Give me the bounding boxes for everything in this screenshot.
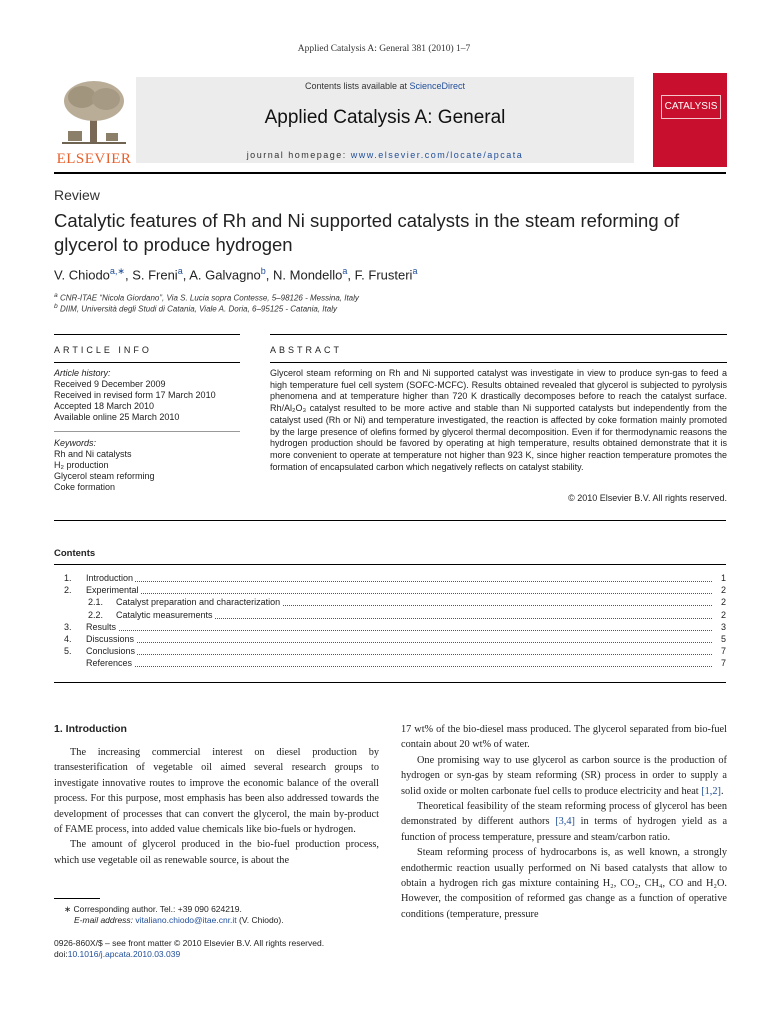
toc-page: 2 (720, 609, 726, 620)
abstract-rule (270, 334, 727, 335)
toc-number: 2. (64, 585, 72, 596)
article-info-heading: ARTICLE INFO (54, 345, 152, 355)
toc-page: 3 (720, 621, 726, 632)
contents-rule (54, 682, 726, 683)
paragraph-text: Theoretical feasibility of the steam reforming process of glycerol has been demonstrated by different authors (401, 801, 727, 828)
affiliation-mark: a (54, 292, 58, 299)
doi-label: doi: (54, 949, 68, 959)
toc-entry[interactable] (54, 610, 726, 622)
toc-label[interactable]: Experimental (86, 585, 139, 596)
toc-leader (86, 642, 712, 643)
history-entry: Available online 25 March 2010 (54, 412, 180, 422)
toc-label[interactable]: Introduction (86, 573, 134, 583)
author-affiliation-mark[interactable]: b (260, 266, 266, 276)
email-link[interactable]: vitaliano.chiodo@itae.cnr.it (135, 915, 237, 925)
toc-leader (86, 654, 712, 655)
abstract-heading: ABSTRACT (270, 345, 343, 355)
toc-page: 2 (720, 585, 726, 596)
author[interactable]: V. Chiodo (54, 267, 110, 283)
publisher-name: ELSEVIER (56, 151, 132, 167)
citation-link[interactable]: [1,2] (701, 785, 721, 797)
toc-entry[interactable] (54, 597, 726, 609)
doi-line (54, 949, 180, 959)
email-note (74, 915, 284, 925)
footnote-rule (54, 898, 100, 899)
history-entry: Accepted 18 March 2010 (54, 401, 155, 411)
body-paragraph: Steam reforming process of hydrocarbons is, as well known, a strongly endothermic reaction usually performed on Ni based catalysts that allow to obtain a hydrogen rich gas mixture containing H₂, CO₂, CH₄, CO and H₂O. However, the composition of reformed gas change as a function of operative conditions (temperature, pressure (401, 847, 727, 920)
keyword: H₂ production (54, 460, 109, 470)
contents-heading: Contents (54, 548, 96, 559)
author[interactable]: N. Mondello (273, 267, 343, 283)
elsevier-logo (54, 77, 134, 167)
author-affiliation-mark[interactable]: a,∗ (109, 266, 125, 276)
paragraph-text: in terms of hydrogen yield as a function of process temperature, pressure and steam/carbon ratio. (401, 816, 728, 843)
doi-link[interactable]: 10.1016/j.apcata.2010.03.039 (67, 949, 181, 959)
author-affiliation-mark[interactable]: a (177, 266, 183, 276)
masthead-divider (54, 172, 726, 174)
toc-number: 2.2. (88, 609, 104, 620)
toc-number: 1. (64, 573, 72, 583)
homepage-prefix: journal homepage: (246, 150, 351, 160)
author-affiliation-mark[interactable]: a (342, 266, 348, 276)
body-column-right (401, 722, 727, 922)
toc-entry[interactable] (54, 658, 726, 670)
toc-entry[interactable] (54, 585, 726, 597)
affiliation (54, 303, 337, 314)
author[interactable]: S. Freni (132, 267, 178, 283)
contents-prefix: Contents lists available at (304, 81, 410, 91)
keyword: Glycerol steam reforming (54, 471, 155, 481)
body-paragraph (401, 799, 727, 845)
journal-cover-image (653, 73, 727, 167)
history-label: Article history: (54, 368, 111, 378)
toc-label[interactable]: Conclusions (86, 646, 136, 657)
history-entry: Received in revised form 17 March 2010 (54, 390, 216, 400)
affiliation (54, 292, 359, 303)
article-info-rule (54, 334, 240, 335)
journal-masthead (54, 77, 726, 167)
info-divider (54, 431, 240, 432)
author-list: V. Chiodo$^{a,∗}$, S. Freni$^a$, A. Galvagno$^b$, N. Mondello$^a$, F. Frusteri$^a$ (54, 266, 418, 283)
body-column-left (54, 745, 379, 868)
toc-number: 5. (64, 646, 72, 657)
article-title: Catalytic features of Rh and Ni supported catalysts in the steam reforming of glycerol to produce hydrogen (54, 210, 680, 255)
author-affiliation-mark[interactable]: a (412, 266, 418, 276)
corresponding-author-note: ∗ Corresponding author. Tel.: +39 090 624219. (64, 904, 242, 914)
toc-page: 1 (720, 573, 726, 583)
affiliation-text: DIIM, Università degli Studi di Catania, Viale A. Doria, 6–95125 - Catania, Italy (59, 304, 337, 314)
author[interactable]: F. Frusteri (354, 267, 413, 283)
contents-available-line (136, 81, 634, 91)
toc-label[interactable]: Results (86, 621, 117, 632)
toc-number: 2.1. (88, 597, 104, 608)
article-history (54, 368, 240, 423)
running-header: Applied Catalysis A: General 381 (2010) 1–7 (297, 44, 471, 54)
paragraph-text: One promising way to use glycerol as carbon source is the production of hydrogen or syn-gas by steam reforming (SR) process in order to supply a solid oxide or molten carbonate fuel cells to produce electricity and heat (401, 754, 727, 797)
toc-entry[interactable] (54, 622, 726, 634)
toc-label[interactable]: Discussions (86, 634, 135, 644)
body-paragraph: The amount of glycerol produced in the bio-fuel production process, which use vegetable oil as renewable source, is about the (54, 839, 379, 866)
toc-page: 7 (720, 658, 726, 669)
affiliation-text: CNR-ITAE “Nicola Giordano”, Via S. Lucia sopra Contesse, 5–98126 - Messina, Italy (59, 293, 359, 303)
toc-entry[interactable] (54, 573, 726, 585)
toc-entry[interactable] (54, 634, 726, 646)
abstract-rule (270, 362, 727, 363)
body-paragraph: The increasing commercial interest on diesel production by transesterification of vegetable oil aimed several research groups to investigate innovative routes to improve the economic balance of the overall process. For this purpose, most emphasis has been also addressed towards the development of processes that can convert the glycerol, the main by-product of FAME process, into added value chemicals like bio-fuels or hydrogen. (54, 747, 379, 836)
toc-leader (86, 593, 712, 594)
toc-page: 7 (720, 646, 726, 657)
toc-page: 5 (720, 634, 726, 644)
email-label: E-mail address: (74, 915, 136, 925)
toc-entry[interactable] (54, 646, 726, 658)
toc-label[interactable]: References (86, 658, 133, 669)
toc-number: 4. (64, 634, 72, 644)
toc-label[interactable]: Catalyst preparation and characterization (116, 597, 281, 608)
affiliation-mark: b (54, 303, 58, 310)
journal-banner (136, 77, 634, 163)
journal-title: Applied Catalysis A: General (264, 107, 506, 128)
article-type: Review (54, 187, 100, 203)
journal-homepage (136, 150, 634, 160)
abstract-text: Glycerol steam reforming on Rh and Ni supported catalyst was investigate in view to produce syn-gas to feed a high temperature fuel cell system (SOFC-MCFC). Results obtained revealed that glycerol is subjected to pyrolysis phenomena and at temperature higher than 720 K drastically decomposes before to reach the catalyst surface. Rh/Al₂O₃ catalyst resulted to be more active and stable than Ni supported catalysts but independently from the catalyst used (Rh or Ni) and temperature investigated, the reaction is affected by coke formation mainly promoted by the large presence of olefins formed by glycerol thermal decomposition. Even if for thermodynamic reasons the hydrogen production should be favored by operating at high temperature, results obtained demonstrate that it is more convenient to operate at temperature not higher than 923 K, since higher reaction temperature promotes the formation of encapsulated carbon which negatively reflects on catalyst stability. (270, 368, 727, 472)
cover-title: CATALYSIS (661, 95, 721, 119)
keywords (54, 438, 240, 493)
section-heading-introduction: 1. Introduction (54, 723, 127, 735)
elsevier-tree-icon (60, 79, 128, 145)
contents-rule (54, 564, 726, 565)
toc-number: 3. (64, 621, 72, 632)
author[interactable]: A. Galvagno (189, 267, 261, 283)
keyword: Coke formation (54, 482, 116, 492)
copyright-notice: © 2010 Elsevier B.V. All rights reserved. (568, 493, 727, 503)
issn-line: 0926-860X/$ – see front matter © 2010 Elsevier B.V. All rights reserved. (54, 938, 325, 948)
toc-leader (86, 630, 712, 631)
keywords-label: Keywords: (54, 438, 97, 448)
sciencedirect-link[interactable]: ScienceDirect (409, 81, 466, 91)
article-info-rule (54, 362, 240, 363)
citation-link[interactable]: [3,4] (555, 816, 575, 828)
body-paragraph: 17 wt% of the bio-diesel mass produced. The glycerol separated from bio-fuel contain about 20 wt% of water. (401, 724, 727, 751)
email-suffix: (V. Chiodo). (236, 915, 284, 925)
section-divider (54, 520, 726, 521)
body-paragraph: One promising way to use glycerol as carbon source is the production of hydrogen or syn-gas by steam reforming (SR) process in order to supply a solid oxide or molten carbonate fuel cells to produce electricity and heat [1,2]. (401, 754, 727, 797)
toc-label[interactable]: Catalytic measurements (116, 609, 213, 620)
keyword: Rh and Ni catalysts (54, 449, 132, 459)
toc-page: 2 (720, 597, 726, 608)
homepage-link[interactable]: www.elsevier.com/locate/apcata (350, 150, 524, 160)
toc-leader (86, 581, 712, 582)
history-entry: Received 9 December 2009 (54, 379, 166, 389)
toc-leader (86, 666, 712, 667)
